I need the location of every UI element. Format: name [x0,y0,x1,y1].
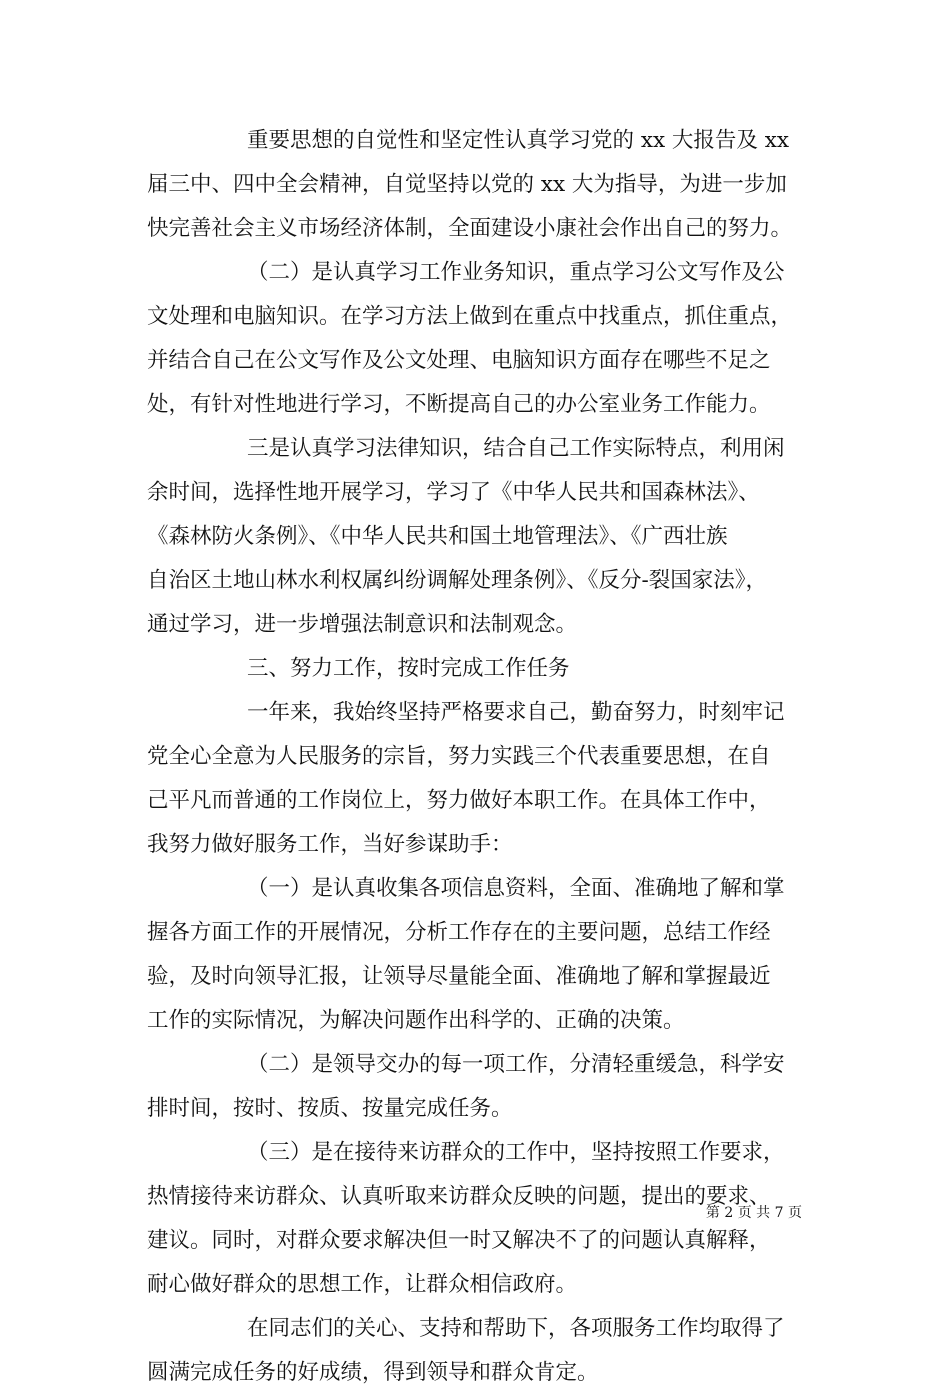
text-line: 排时间，按时、按质、按量完成任务。 [147,1096,513,1121]
text-line: 重要思想的自觉性和坚定性认真学习党的 xx 大报告及 xx [247,128,790,153]
page-number-footer: 第 2 页 共 7 页 [705,1205,802,1221]
text-line: 快完善社会主义市场经济体制，全面建设小康社会作出自己的努力。 [147,216,793,241]
text-line: 党全心全意为人民服务的宗旨，努力实践三个代表重要思想，在自 [147,744,771,769]
text-line: 建议。同时，对群众要求解决但一时又解决不了的问题认真解释， [147,1228,771,1253]
text-line: 余时间，选择性地开展学习，学习了《中华人民共和国森林法》、 [147,480,760,505]
text-line: 握各方面工作的开展情况，分析工作存在的主要问题，总结工作经 [147,920,771,945]
text-line: 耐心做好群众的思想工作，让群众相信政府。 [147,1272,578,1297]
text-line: 工作的实际情况，为解决问题作出科学的、正确的决策。 [147,1008,685,1033]
text-line: 在同志们的关心、支持和帮助下，各项服务工作均取得了 [247,1316,785,1341]
text-line: （一）是认真收集各项信息资料，全面、准确地了解和掌 [247,876,785,901]
text-line: 一年来，我始终坚持严格要求自己，勤奋努力，时刻牢记 [247,700,785,725]
text-line: （三）是在接待来访群众的工作中，坚持按照工作要求， [247,1140,785,1165]
text-line: 圆满完成任务的好成绩，得到领导和群众肯定。 [147,1360,599,1385]
text-line: 己平凡而普通的工作岗位上，努力做好本职工作。在具体工作中， [147,788,771,813]
text-line: （二）是认真学习工作业务知识，重点学习公文写作及公 [247,260,785,285]
text-line: 三、努力工作，按时完成工作任务 [247,656,570,681]
text-line: 我努力做好服务工作，当好参谋助手： [147,832,513,857]
text-line: 自治区土地山林水利权属纠纷调解处理条例》、《反分-裂国家法》， [147,568,768,593]
text-line: 通过学习，进一步增强法制意识和法制观念。 [147,612,578,637]
text-line: 热情接待来访群众、认真听取来访群众反映的问题，提出的要求、 [147,1184,771,1209]
text-line: （二）是领导交办的每一项工作，分清轻重缓急，科学安 [247,1052,785,1077]
text-line: 文处理和电脑知识。在学习方法上做到在重点中找重点，抓住重点， [147,304,793,329]
text-line: 三是认真学习法律知识，结合自己工作实际特点，利用闲 [247,436,785,461]
text-line: 《森林防火条例》、《中华人民共和国土地管理法》、《广西壮族 [147,524,728,549]
text-line: 并结合自己在公文写作及公文处理、电脑知识方面存在哪些不足之 [147,348,771,373]
text-line: 处，有针对性地进行学习，不断提高自己的办公室业务工作能力。 [147,392,771,417]
text-line: 届三中、四中全会精神，自觉坚持以党的 xx 大为指导，为进一步加 [147,172,787,197]
text-line: 验，及时向领导汇报，让领导尽量能全面、准确地了解和掌握最近 [147,964,771,989]
